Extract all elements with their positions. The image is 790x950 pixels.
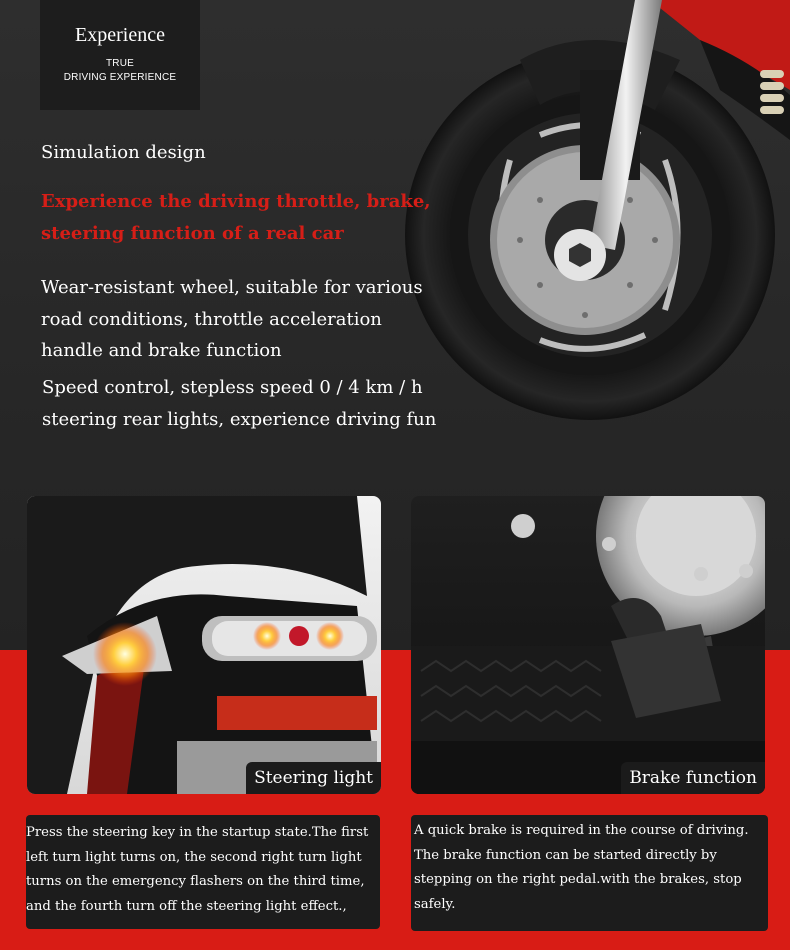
experience-badge	[40, 0, 200, 110]
tail-light-image	[27, 496, 381, 794]
speed-description: Speed control, stepless speed 0 / 4 km / h steering rear lights, experience driving fun	[42, 377, 437, 430]
steering-light-description	[26, 815, 380, 929]
brake-pedal-image	[411, 496, 765, 794]
steering-light-caption: Steering light	[246, 762, 381, 794]
highlight-text: Experience the driving throttle, brake, steering function of a real car	[41, 191, 431, 244]
steering-description-text: Press the steering key in the startup state.The first left turn light turns on, the second right turn light turns on the emergency flashers on the third time, and the fourth turn off the steering light effect.,	[26, 825, 369, 914]
brake-function-description	[411, 815, 768, 931]
steering-light-panel	[27, 496, 381, 794]
badge-subtitle: TRUE DRIVING EXPERIENCE	[63, 58, 177, 83]
brake-function-caption: Brake function	[621, 762, 765, 794]
brake-function-panel	[411, 496, 765, 794]
simulation-heading: Simulation design	[41, 142, 206, 163]
badge-title: Experience	[75, 24, 165, 46]
wheel-description: Wear-resistant wheel, suitable for various road conditions, throttle acceleration handle and brake function	[41, 277, 423, 361]
brake-description-text: A quick brake is required in the course of driving. The brake function can be started directly by stepping on the right pedal.with the brakes, stop safely.	[414, 823, 749, 912]
